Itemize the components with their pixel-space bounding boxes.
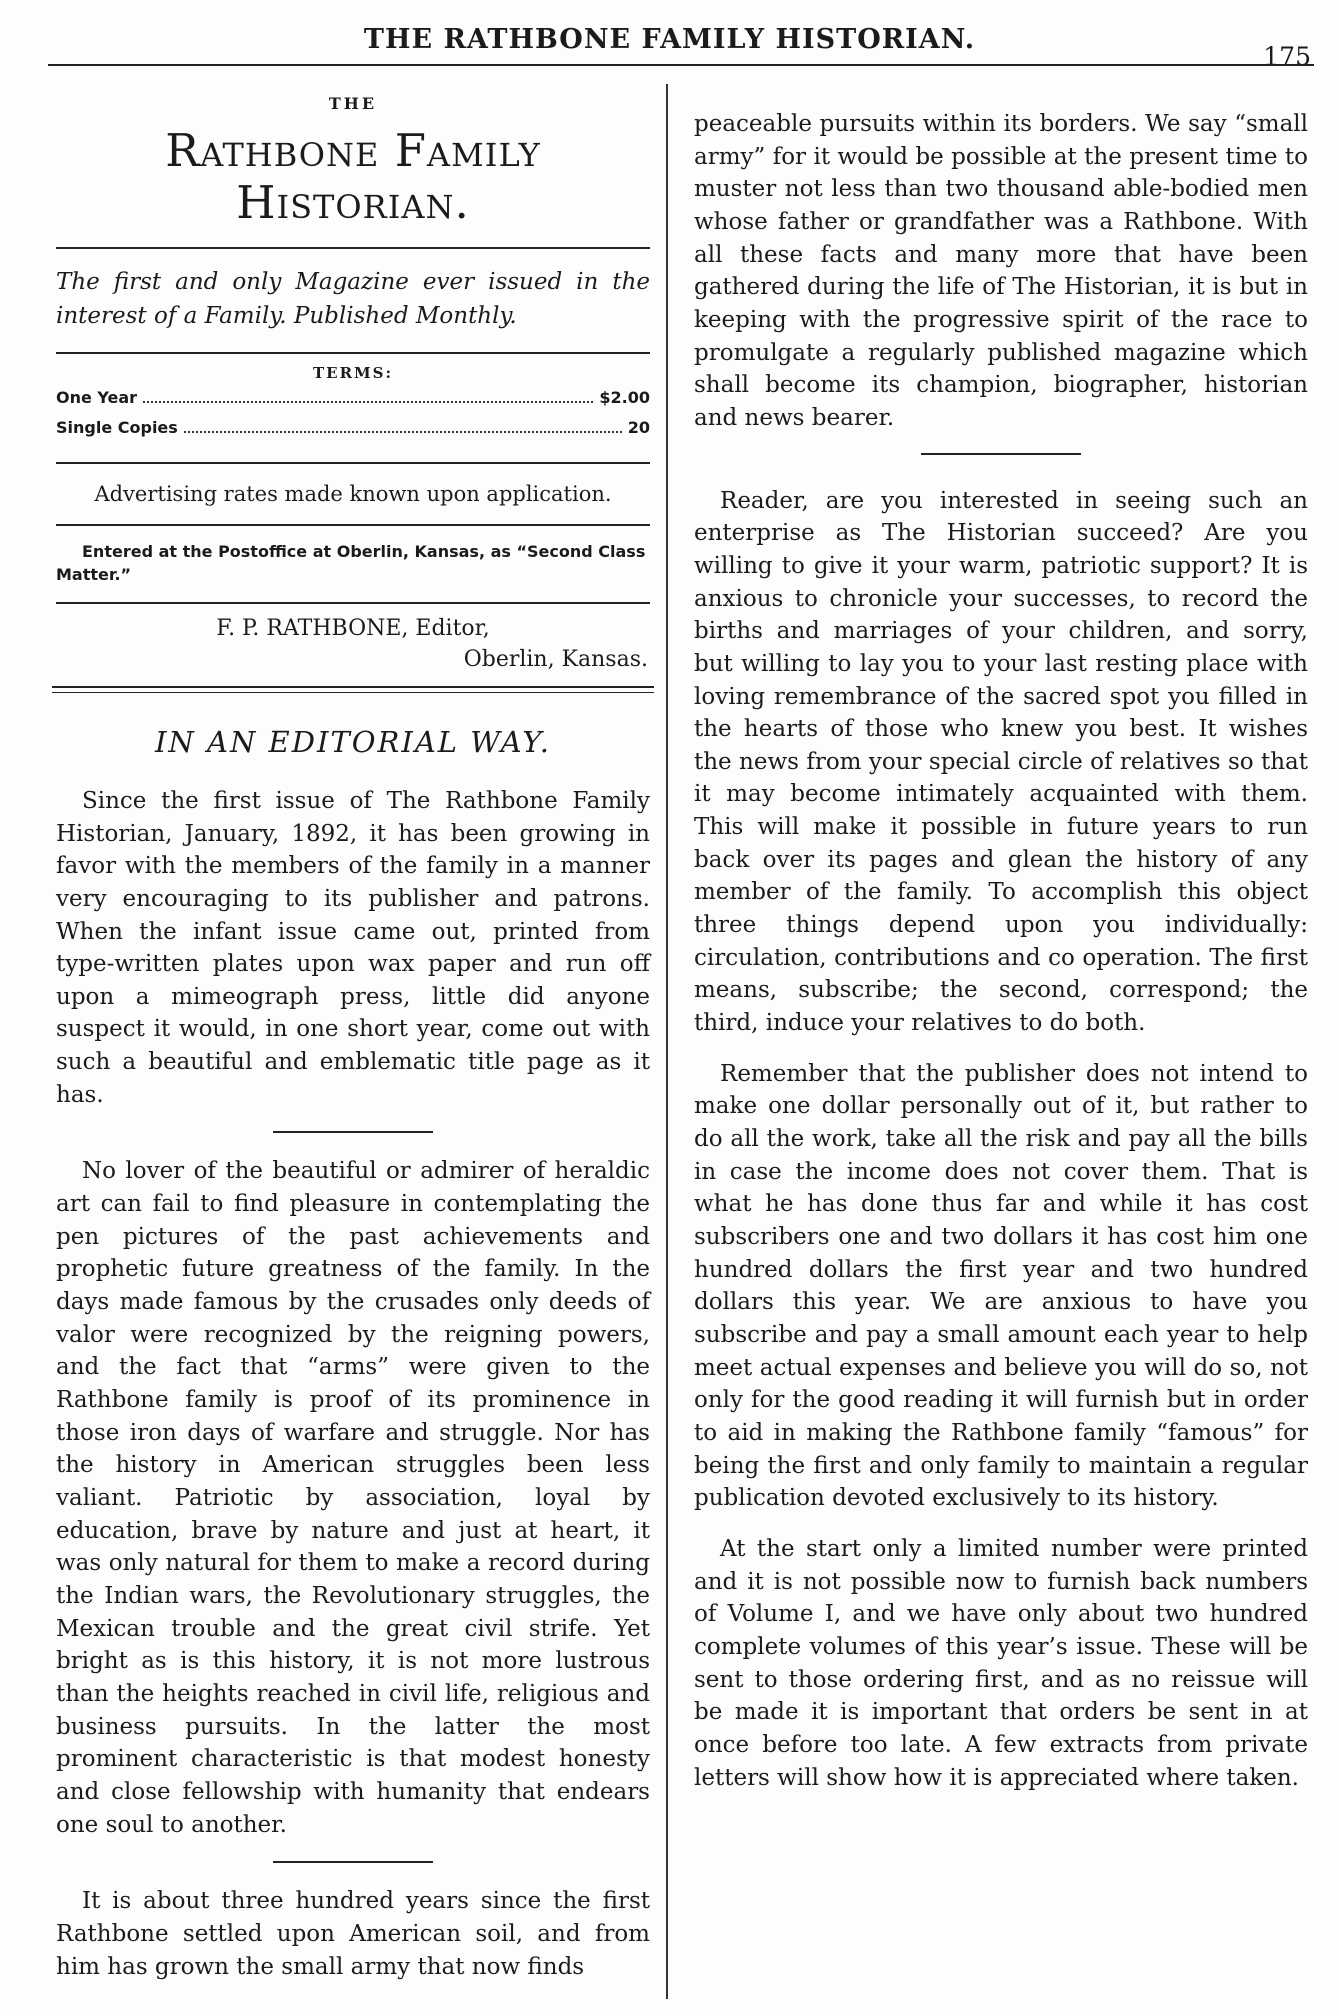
masthead-title: Rathbone Family Historian. [165, 124, 541, 229]
rate-row-single [48, 418, 658, 448]
article-paragraph: At the start only a limited number were printed and it is not possible now to furnish back numbers of Volume I, and we have only about two hundred complete volumes of this year’s issue. These will be sent to those ordering first, and as no reissue will be made it is important that orders be sent in at once before too late. A few extracts from private letters will show how it is appreciated where taken. [694, 1535, 1308, 1791]
section-divider [273, 1131, 433, 1133]
masthead-the: THE [328, 94, 378, 113]
left-column [48, 84, 658, 1983]
rate-price: $2.00 [599, 387, 650, 407]
editor-line: F. P. RATHBONE, Editor, [216, 615, 490, 641]
masthead-double-rule [52, 686, 654, 693]
section-divider [273, 1861, 433, 1863]
article-title: IN AN EDITORIAL WAY. [154, 724, 552, 759]
article-paragraph: Since the first issue of The Rathbone Family Historian, January, 1892, it has been growing in favor with the members of the family in a manner very encouraging to its publisher and patrons. When the infant issue came out, printed from type-written plates upon wax paper and run off upon a mimeograph press, little did anyone suspect it would, in one short year, come out with such a beautiful and emblematic title page as it has. [56, 787, 650, 1108]
header-rule [48, 64, 1314, 66]
dot-leader [184, 431, 622, 433]
rate-row-year [48, 388, 658, 418]
running-head: THE RATHBONE FAMILY HISTORIAN. [363, 24, 976, 55]
right-column [686, 108, 1316, 1812]
article-paragraph: No lover of the beautiful or admirer of heraldic art can fail to find pleasure in contemplating the pen pictures of the past achievements and prophetic future greatness of the family. In the days made famous by the crusades only deeds of valor were recognized by the reigning powers, and the fact that “arms” were given to the Rathbone family is proof of its prominence in those iron days of warfare and struggle. Nor has the history in American struggles been less valiant. Patriotic by association, loyal by education, brave by nature and just at heart, it was only natural for them to make a record during the Indian wars, the Revolutionary struggles, the Mexican trouble and the great civil strife. Yet bright as is this history, it is not more lustrous than the heights reached in civil life, religious and business pursuits. In the latter the most prominent characteristic is that modest honesty and close fellowship with humanity that endears one soul to another. [56, 1158, 650, 1838]
article-paragraph: Reader, are you interested in seeing such an enterprise as The Historian succeed? Are you willing to give it your warm, patriotic support? It is anxious to chronicle your successes, to record the births and marriages of your children, and sorry, but willing to lay you to your last resting place with loving remembrance of the sacred spot you filled in the hearts of those who knew you best. It wishes the news from your special circle of relatives so that it may become intimately acquainted with them. This will make it possible in future years to run back over its pages and glean the history of any member of the family. To accomplish this object three things depend upon you individually: circulation, contributions and co operation. The first means, subscribe; the second, correspond; the third, induce your relatives to do both. [694, 487, 1308, 1037]
rate-label: Single Copies [56, 417, 178, 437]
rate-label: One Year [56, 387, 138, 407]
masthead-tagline: The first and only Magazine ever issued in the interest of a Family. Published Monthly. [56, 268, 650, 329]
editor-location: Oberlin, Kansas. [463, 646, 648, 672]
advertising-notice: Advertising rates made known upon application. [94, 481, 612, 506]
article-paragraph: It is about three hundred years since the first Rathbone settled upon American soil, and from him has grown the small army that now finds [56, 1888, 650, 1980]
tagline-rule [56, 352, 650, 354]
terms-heading: TERMS: [312, 363, 394, 382]
rate-price: 20 [627, 417, 650, 437]
article-paragraph: peaceable pursuits within its borders. We say “small army” for it would be possible at the present time to muster not less than two thousand able-bodied men whose father or grandfather was a Rathbone. With all these facts and many more that have been gathered during the life of The Historian, it is but in keeping with the progressive spirit of the race to promulgate a regularly published magazine which shall become its champion, biographer, historian and news bearer. [694, 111, 1308, 431]
postal-entry-notice: Entered at the Postoffice at Oberlin, Kansas, as “Second Class Matter.” [56, 541, 646, 584]
column-divider [666, 84, 668, 1999]
article-paragraph: Remember that the publisher does not intend to make one dollar personally out of it, but rather to do all the work, take all the risk and pay all the bills in case the income does not cover them. That is what he has done thus far and while it has cost subscribers one and two dollars it has cost him one hundred dollars the first year and two hundred dollars this year. We are anxious to have you subscribe and pay a small amount each year to help meet actual expenses and believe you will do so, not only for the good reading it will furnish but in order to aid in making the Rathbone family “famous” for being the first and only family to maintain a regular publication devoted exclusively to its history. [694, 1060, 1308, 1512]
dot-leader [143, 401, 593, 403]
page-number: 175 [1263, 42, 1311, 71]
section-divider [921, 453, 1081, 455]
